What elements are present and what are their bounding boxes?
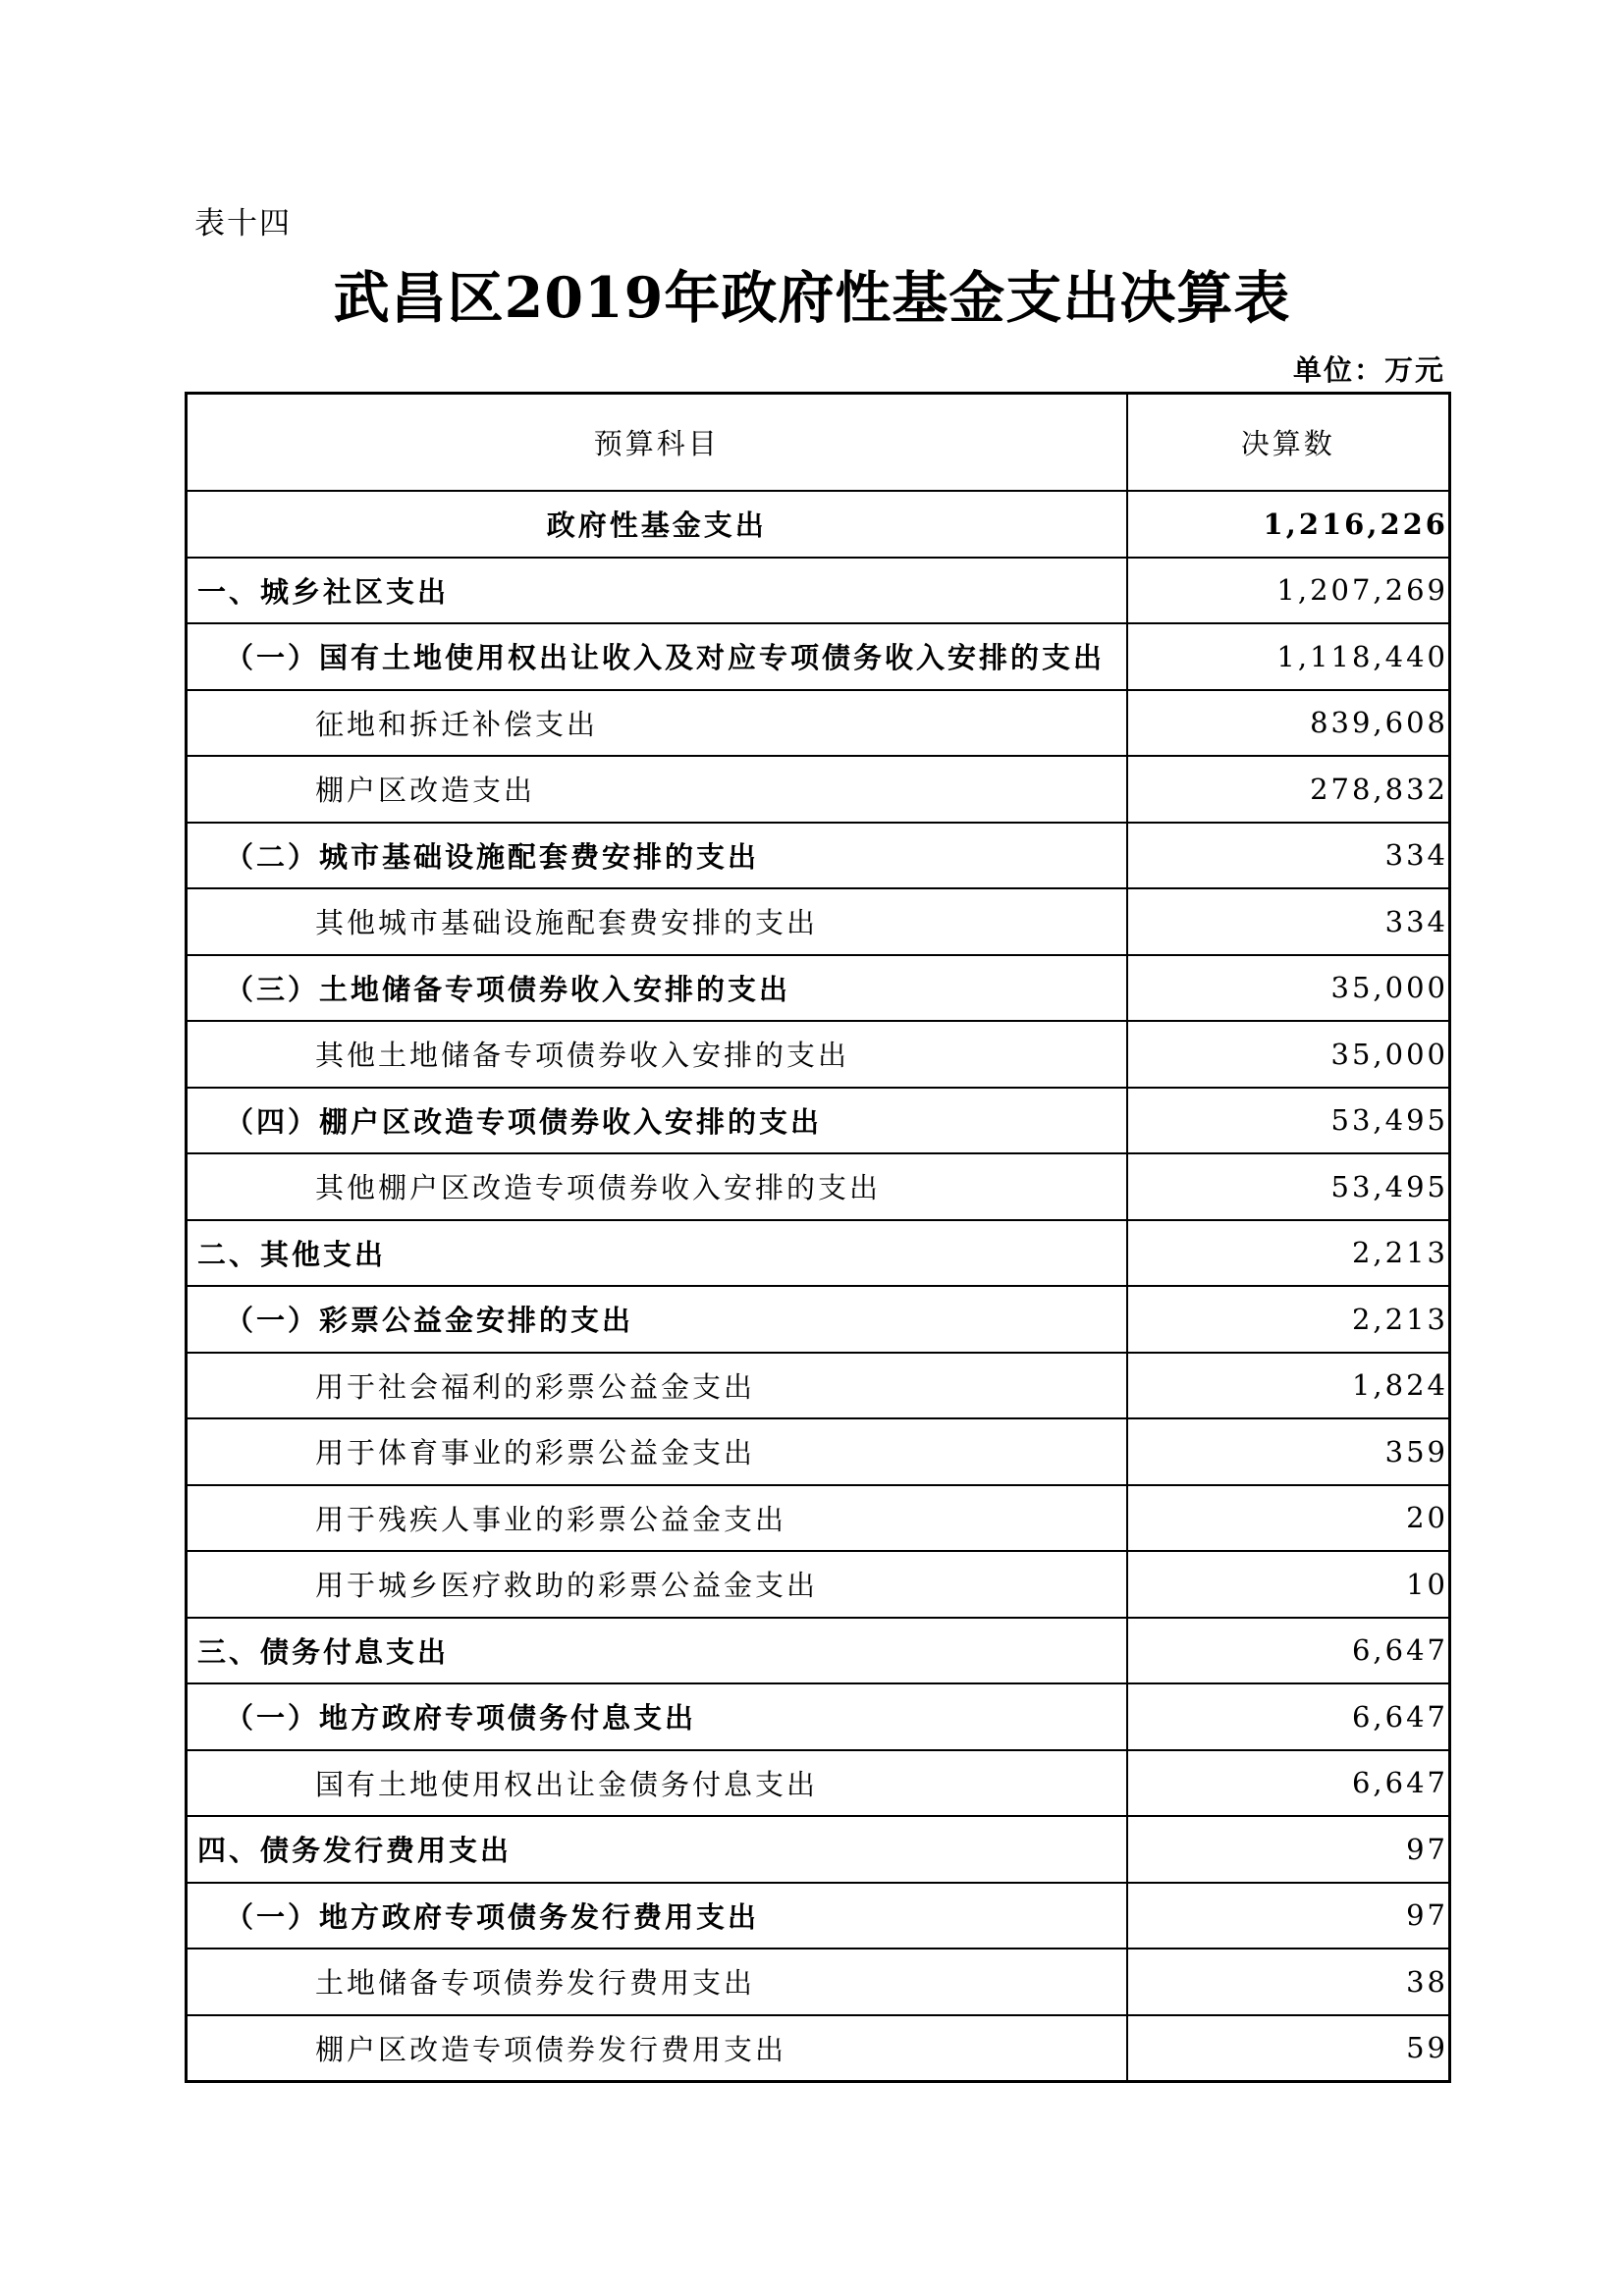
budget-item-name: （二）城市基础设施配套费安排的支出	[187, 823, 1127, 889]
budget-item-amount: 53,495	[1127, 1153, 1450, 1220]
budget-item-name: 国有土地使用权出让金债务付息支出	[187, 1750, 1127, 1817]
budget-item-name: 征地和拆迁补偿支出	[187, 690, 1127, 757]
table-row	[187, 1816, 1450, 1883]
table-row	[187, 1418, 1450, 1485]
budget-item-amount: 53,495	[1127, 1088, 1450, 1154]
budget-item-name: （一）地方政府专项债务付息支出	[187, 1683, 1127, 1750]
table-body	[187, 491, 1450, 2082]
budget-item-name: 三、债务付息支出	[187, 1618, 1127, 1684]
table-row	[187, 1153, 1450, 1220]
budget-item-name: 用于体育事业的彩票公益金支出	[187, 1418, 1127, 1485]
document-title: 武昌区2019年政府性基金支出决算表	[333, 265, 1291, 331]
table-row	[187, 1683, 1450, 1750]
budget-item-name: （一）国有土地使用权出让收入及对应专项债务收入安排的支出	[187, 623, 1127, 690]
budget-item-amount: 839,608	[1127, 690, 1450, 757]
budget-item-amount: 35,000	[1127, 1021, 1450, 1088]
budget-item-name: （四）棚户区改造专项债券收入安排的支出	[187, 1088, 1127, 1154]
budget-item-amount: 20	[1127, 1485, 1450, 1552]
budget-item-amount: 97	[1127, 1883, 1450, 1949]
budget-item-amount: 1,824	[1127, 1353, 1450, 1419]
budget-item-amount: 1,118,440	[1127, 623, 1450, 690]
budget-item-amount: 334	[1127, 823, 1450, 889]
budget-item-amount: 359	[1127, 1418, 1450, 1485]
budget-item-amount: 2,213	[1127, 1220, 1450, 1287]
budget-item-name: 其他土地储备专项债券收入安排的支出	[187, 1021, 1127, 1088]
budget-item-name: 四、债务发行费用支出	[187, 1816, 1127, 1883]
budget-item-name: （一）地方政府专项债务发行费用支出	[187, 1883, 1127, 1949]
unit-label: 单位：万元	[1292, 353, 1445, 387]
table-row	[187, 756, 1450, 823]
table-row	[187, 1220, 1450, 1287]
table-row	[187, 1286, 1450, 1353]
table-row	[187, 623, 1450, 690]
budget-item-amount: 59	[1127, 2015, 1450, 2082]
budget-item-name: 其他城市基础设施配套费安排的支出	[187, 888, 1127, 955]
table-header-row	[187, 394, 1450, 492]
budget-item-name: 用于残疾人事业的彩票公益金支出	[187, 1485, 1127, 1552]
budget-item-name: 棚户区改造支出	[187, 756, 1127, 823]
budget-item-name: 棚户区改造专项债券发行费用支出	[187, 2015, 1127, 2082]
table-row	[187, 888, 1450, 955]
budget-item-amount: 97	[1127, 1816, 1450, 1883]
budget-item-amount: 334	[1127, 888, 1450, 955]
table-row	[187, 1618, 1450, 1684]
budget-item-amount: 6,647	[1127, 1683, 1450, 1750]
budget-item-amount: 10	[1127, 1551, 1450, 1618]
budget-table	[185, 392, 1451, 2083]
table-row	[187, 1883, 1450, 1949]
table-row	[187, 1485, 1450, 1552]
table-row	[187, 558, 1450, 624]
table-row	[187, 1750, 1450, 1817]
table-row	[187, 955, 1450, 1022]
budget-item-name: 二、其他支出	[187, 1220, 1127, 1287]
budget-item-name: 用于社会福利的彩票公益金支出	[187, 1353, 1127, 1419]
table-row	[187, 1088, 1450, 1154]
budget-item-name: 一、城乡社区支出	[187, 558, 1127, 624]
table-row	[187, 1551, 1450, 1618]
budget-item-amount: 35,000	[1127, 955, 1450, 1022]
table-row	[187, 823, 1450, 889]
table-row	[187, 1353, 1450, 1419]
table-row	[187, 690, 1450, 757]
budget-item-amount: 38	[1127, 1949, 1450, 2015]
budget-item-amount: 6,647	[1127, 1618, 1450, 1684]
budget-item-name: （一）彩票公益金安排的支出	[187, 1286, 1127, 1353]
table-row	[187, 1021, 1450, 1088]
budget-item-amount: 1,207,269	[1127, 558, 1450, 624]
table-number: 表十四	[194, 206, 292, 241]
budget-item-amount: 278,832	[1127, 756, 1450, 823]
budget-item-name: 其他棚户区改造专项债券收入安排的支出	[187, 1153, 1127, 1220]
budget-item-amount: 6,647	[1127, 1750, 1450, 1817]
budget-item-name: （三）土地储备专项债券收入安排的支出	[187, 955, 1127, 1022]
table-row	[187, 2015, 1450, 2082]
budget-item-amount: 2,213	[1127, 1286, 1450, 1353]
column-header-amount: 决算数	[1127, 394, 1450, 492]
column-header-item: 预算科目	[187, 394, 1127, 492]
budget-item-name: 土地储备专项债券发行费用支出	[187, 1949, 1127, 2015]
budget-item-name: 政府性基金支出	[187, 491, 1127, 558]
total-row	[187, 491, 1450, 558]
budget-item-name: 用于城乡医疗救助的彩票公益金支出	[187, 1551, 1127, 1618]
budget-item-amount: 1,216,226	[1127, 491, 1450, 558]
table-row	[187, 1949, 1450, 2015]
